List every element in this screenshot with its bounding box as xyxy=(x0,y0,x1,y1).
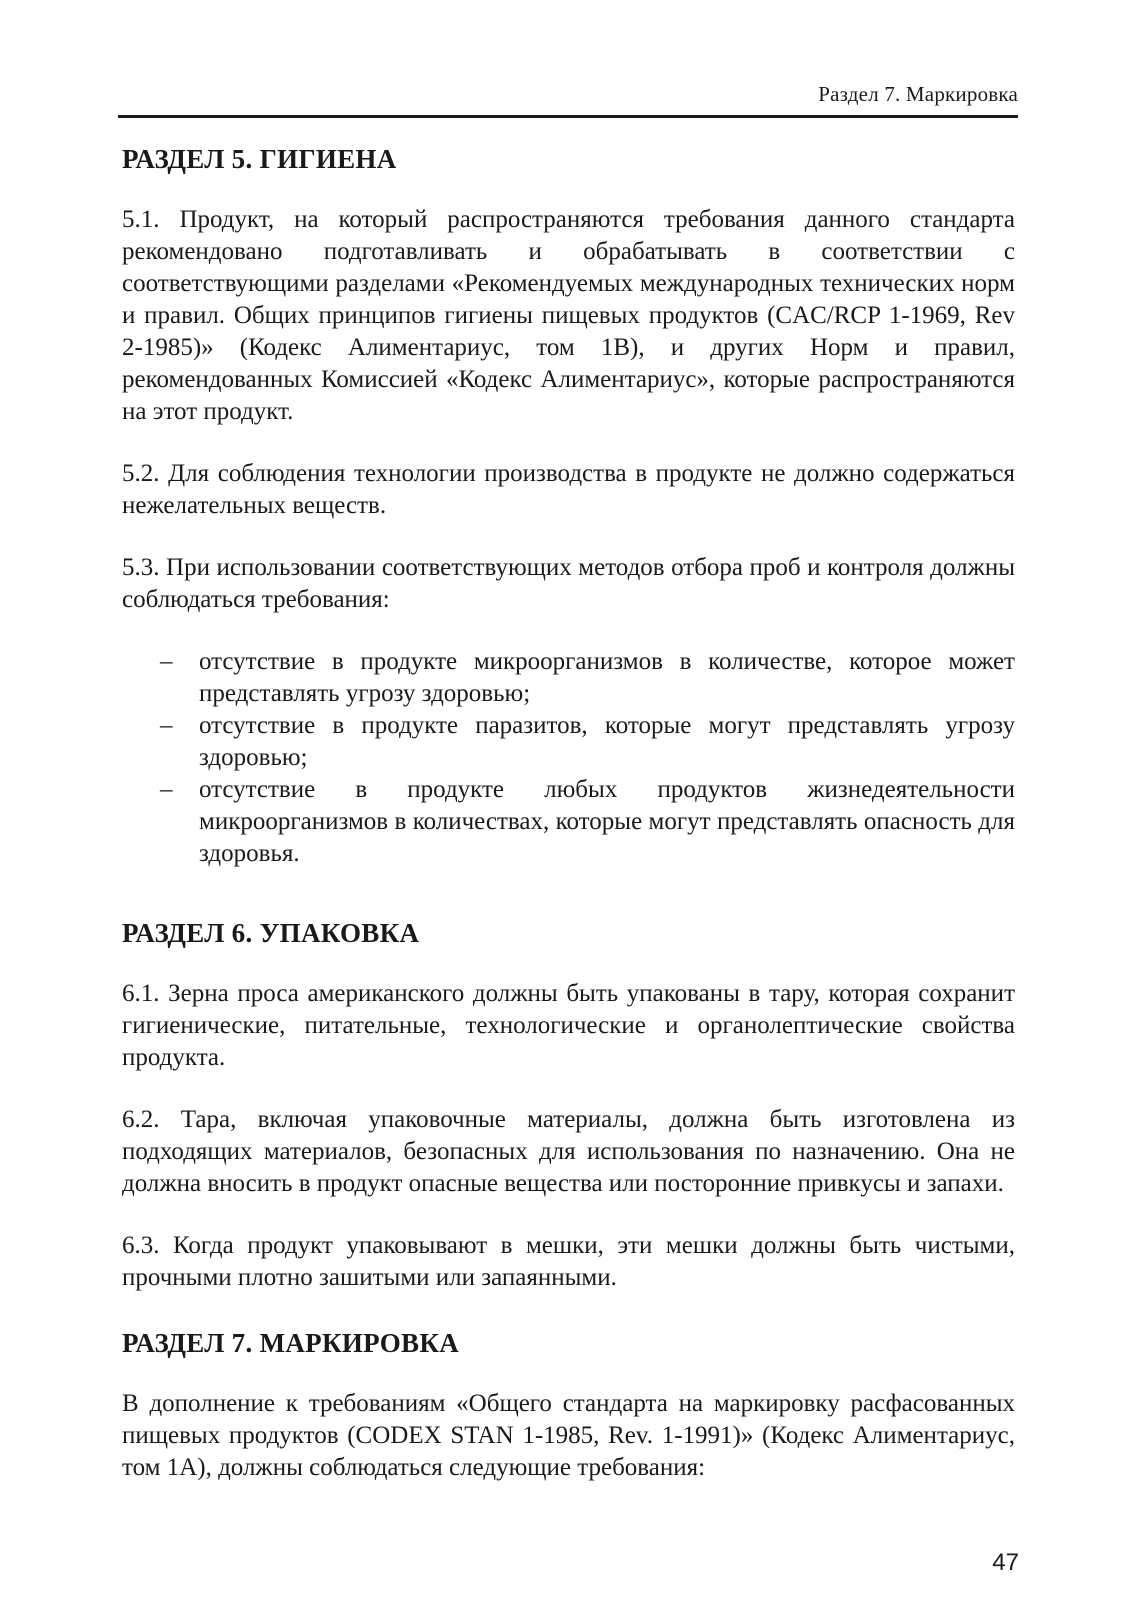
paragraph-5-2: 5.2. Для соблюдения технологии производства в продукте не должно содержаться нежелательных веществ. xyxy=(122,460,1015,519)
list-dash: – xyxy=(160,776,173,803)
list-item xyxy=(122,646,1015,710)
list-item-text: отсутствие в продукте микроорганизмов в количестве, которое может представлять угрозу здоровью; xyxy=(199,648,1015,707)
list-dash: – xyxy=(160,712,173,739)
requirements-list xyxy=(122,646,1015,870)
paragraph-6-1: 6.1. Зерна проса американского должны быть упакованы в тару, которая сохранит гигиенические, питательные, технологические и органолептические свойства продукта. xyxy=(122,980,1015,1071)
paragraph-7-intro: В дополнение к требованиям «Общего стандарта на маркировку расфасованных пищевых продуктов (CODEX STAN 1-1985, Rev. 1-1991)» (Кодекс Алиментариус, том 1А), должны соблюдаться следующие требования: xyxy=(122,1390,1015,1481)
page-number: 47 xyxy=(992,1549,1019,1576)
section-7-title: РАЗДЕЛ 7. МАРКИРОВКА xyxy=(122,1328,460,1358)
section-5-title: РАЗДЕЛ 5. ГИГИЕНА xyxy=(122,144,397,174)
list-item xyxy=(122,774,1015,870)
paragraph-5-1: 5.1. Продукт, на который распространяются требования данного стандарта рекомендовано подготавливать и обрабатывать в соответствии с соответствующими разделами «Рекомендуемых международных технических норм и правил. Общих принципов гигиены пищевых продуктов (CAC/RCP 1-1969, Rev 2-1985)» (Кодекс Алиментариус, том 1В), и других Норм и правил, рекомендованных Комиссией «Кодекс Алиментариус», которые распространяются на этот продукт. xyxy=(122,206,1015,425)
paragraph-5-3: 5.3. При использовании соответствующих методов отбора проб и контроля должны соблюдаться требования: xyxy=(122,554,1015,613)
header-rule xyxy=(118,115,1018,118)
list-dash: – xyxy=(160,648,173,675)
list-item-text: отсутствие в продукте паразитов, которые могут представлять угрозу здоровью; xyxy=(199,712,1015,771)
page-body xyxy=(122,140,1015,1484)
paragraph-6-3: 6.3. Когда продукт упаковывают в мешки, эти мешки должны быть чистыми, прочными плотно зашитыми или запаянными. xyxy=(122,1232,1015,1291)
running-head: Раздел 7. Маркировка xyxy=(818,82,1018,106)
section-6-title: РАЗДЕЛ 6. УПАКОВКА xyxy=(122,918,420,948)
list-item-text: отсутствие в продукте любых продуктов жизнедеятельности микроорганизмов в количествах, которые могут представлять опасность для здоровья. xyxy=(199,776,1015,867)
list-item xyxy=(122,710,1015,774)
paragraph-6-2: 6.2. Тара, включая упаковочные материалы, должна быть изготовлена из подходящих материалов, безопасных для использования по назначению. Она не должна вносить в продукт опасные вещества или посторонние привкусы и запахи. xyxy=(122,1106,1015,1197)
